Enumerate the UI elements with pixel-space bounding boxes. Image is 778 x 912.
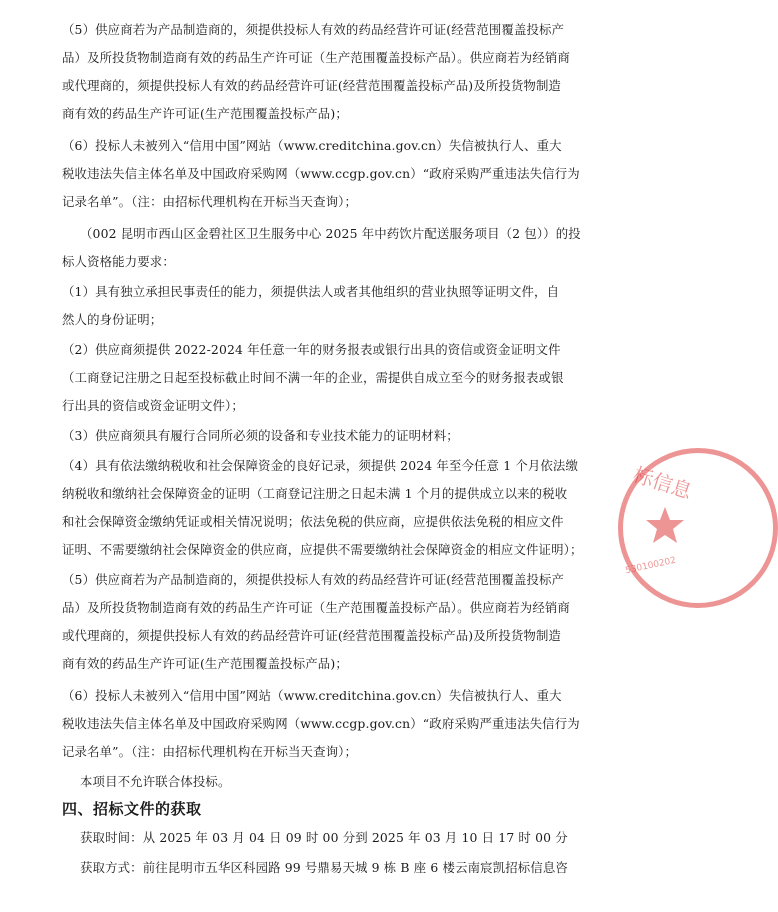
paragraph-line: （5）供应商若为产品制造商的，须提供投标人有效的药品经营许可证(经营范围覆盖投标产 — [62, 22, 565, 37]
paragraph-line: （6）投标人未被列入“信用中国”网站（www.creditchina.gov.cn）失信被执行人、重大 — [62, 138, 562, 153]
paragraph-line: （3）供应商须具有履行合同所必须的设备和专业技术能力的证明材料； — [62, 428, 459, 443]
paragraph-line: 税收违法失信主体名单及中国政府采购网（www.ccgp.gov.cn）“政府采购严重违法失信行为 — [62, 716, 580, 731]
paragraph-line: 或代理商的，须提供投标人有效的药品经营许可证(经营范围覆盖投标产品)及所投货物制造 — [62, 78, 562, 93]
star-icon — [645, 505, 685, 545]
paragraph-line: 品）及所投货物制造商有效的药品生产许可证（生产范围覆盖投标产品）。供应商若为经销商 — [62, 600, 570, 615]
paragraph-line: （4）具有依法缴纳税收和社会保障资金的良好记录，须提供 2024 年至今任意 1 个月依法缴 — [62, 458, 579, 473]
paragraph-line: （002 昆明市西山区金碧社区卫生服务中心 2025 年中药饮片配送服务项目（2 包））的投 — [80, 226, 581, 241]
paragraph-line: 本项目不允许联合体投标。 — [80, 774, 231, 789]
paragraph-line: 品）及所投货物制造商有效的药品生产许可证（生产范围覆盖投标产品）。供应商若为经销商 — [62, 50, 570, 65]
red-seal-stamp — [618, 448, 778, 608]
paragraph-line: 证明、不需要缴纳社会保障资金的供应商，应提供不需要缴纳社会保障资金的相应文件证明）； — [62, 542, 583, 557]
paragraph-line: 记录名单”。（注：由招标代理机构在开标当天查询）； — [62, 194, 358, 209]
paragraph-line: （1）具有独立承担民事责任的能力，须提供法人或者其他组织的营业执照等证明文件，自 — [62, 284, 560, 299]
seal-text: 标信息 — [630, 462, 695, 504]
paragraph-line: 和社会保障资金缴纳凭证或相关情况说明；依法免税的供应商，应提供依法免税的相应文件 — [62, 514, 564, 529]
paragraph-line: 记录名单”。（注：由招标代理机构在开标当天查询）； — [62, 744, 358, 759]
paragraph-line: （2）供应商须提供 2022-2024 年任意一年的财务报表或银行出具的资信或资金证明文件 — [62, 342, 561, 357]
paragraph-line: （6）投标人未被列入“信用中国”网站（www.creditchina.gov.cn）失信被执行人、重大 — [62, 688, 562, 703]
paragraph-line: （工商登记注册之日起至投标截止时间不满一年的企业，需提供自成立至今的财务报表或银 — [62, 370, 564, 385]
paragraph-line: （5）供应商若为产品制造商的，须提供投标人有效的药品经营许可证(经营范围覆盖投标产 — [62, 572, 565, 587]
paragraph-line: 行出具的资信或资金证明文件）； — [62, 398, 244, 413]
paragraph-line: 然人的身份证明； — [62, 312, 163, 327]
acquisition-method-line: 获取方式：前往昆明市五华区科园路 99 号鼎易天城 9 栋 B 座 6 楼云南宸凯招标信息咨 — [80, 860, 568, 875]
paragraph-line: 标人资格能力要求： — [62, 254, 175, 269]
acquisition-time-line: 获取时间：从 2025 年 03 月 04 日 09 时 00 分到 2025 年 03 月 10 日 17 时 00 分 — [80, 830, 568, 845]
paragraph-line: 纳税收和缴纳社会保障资金的证明（工商登记注册之日起未满 1 个月的提供成立以来的税收 — [62, 486, 568, 501]
paragraph-line: 商有效的药品生产许可证(生产范围覆盖投标产品)； — [62, 106, 348, 121]
section-heading: 四、招标文件的获取 — [62, 800, 202, 818]
paragraph-line: 税收违法失信主体名单及中国政府采购网（www.ccgp.gov.cn）“政府采购严重违法失信行为 — [62, 166, 580, 181]
paragraph-line: 商有效的药品生产许可证(生产范围覆盖投标产品)； — [62, 656, 348, 671]
seal-number: 530100202 — [624, 555, 678, 577]
paragraph-line: 或代理商的，须提供投标人有效的药品经营许可证(经营范围覆盖投标产品)及所投货物制造 — [62, 628, 562, 643]
